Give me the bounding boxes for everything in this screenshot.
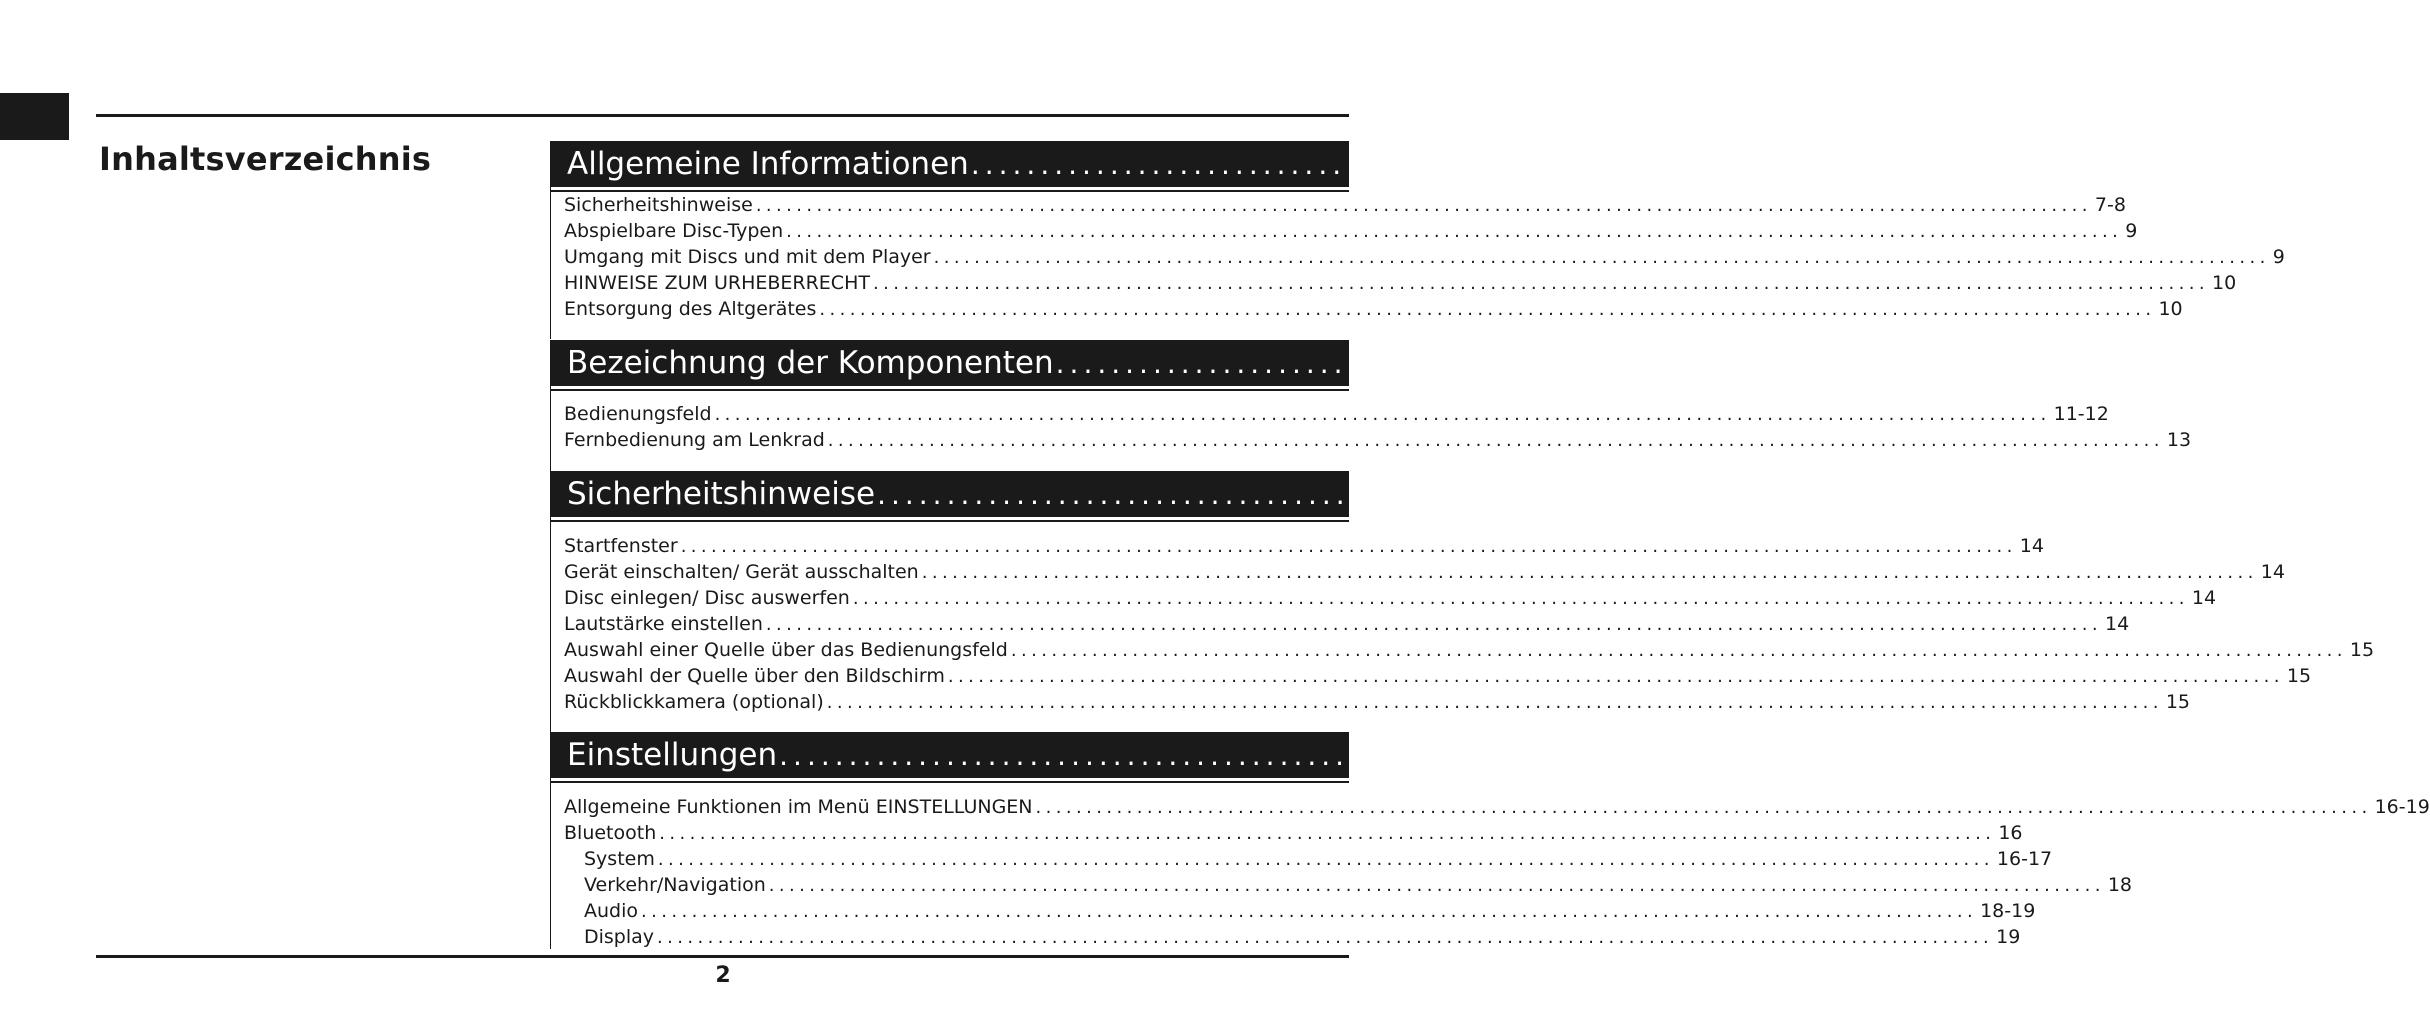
- section-pages: 16-19: [1907, 737, 1998, 773]
- dot-leader: ....................................................................................................................................: [786, 221, 2123, 242]
- dot-leader: ....................................................................................................................................: [933, 247, 2270, 268]
- dot-leader: ....................................................................................................................................: [657, 849, 1994, 870]
- dot-leader: .................................................................................: [779, 739, 1906, 772]
- section-entries: [564, 192, 2285, 322]
- chapter-tab-marker: [0, 93, 69, 140]
- section-pages: 11-13: [2183, 345, 2274, 381]
- toc-entry-quelle-bedienungsfeld[interactable]: Auswahl einer Quelle über das Bedienungsfeld .................................................................................................................................... 15: [564, 637, 1342, 663]
- dot-leader: ....................................................................................................................................: [1035, 797, 2372, 818]
- section-title: Einstellungen: [567, 737, 778, 773]
- section-divider-line: [550, 386, 551, 471]
- table-of-contents: [550, 141, 2430, 949]
- dot-leader: ....................................................................................................................................: [765, 614, 2102, 635]
- section-header-bezeichnung-der-komponenten[interactable]: [550, 340, 2274, 386]
- section-header-einstellungen[interactable]: [550, 732, 1998, 778]
- bottom-rule: [96, 955, 1349, 958]
- dot-leader: ....................................................................................................................................: [714, 404, 2051, 425]
- toc-entry-rueckblickkamera[interactable]: Rückblickkamera (optional) .................................................................................................................................... 15: [564, 689, 1342, 715]
- dot-leader: ....................................................................................................................................: [819, 299, 2156, 320]
- toc-entry-disc-einlegen[interactable]: Disc einlegen/ Disc auswerfen .................................................................................................................................... 14: [564, 585, 1342, 611]
- section-entries: [564, 533, 2375, 715]
- toc-entry-startfenster[interactable]: Startfenster .................................................................................................................................... 14: [564, 533, 1342, 559]
- dot-leader: .................................................................................: [1055, 347, 2182, 380]
- section-pages: 7-10: [2098, 146, 2170, 182]
- dot-leader: ....................................................................................................................................: [755, 195, 2092, 216]
- toc-entry-hinweise-urheberrecht[interactable]: HINWEISE ZUM URHEBERRECHT .................................................................................................................................... 10: [564, 270, 1342, 296]
- dot-leader: ....................................................................................................................................: [827, 430, 2164, 451]
- section-header-sicherheitshinweise[interactable]: [550, 471, 2096, 517]
- toc-entry-abspielbare-disc-typen[interactable]: Abspielbare Disc-Typen .................................................................................................................................... 9: [564, 218, 1342, 244]
- toc-entry-audio[interactable]: Audio .................................................................................................................................... 18-19: [564, 898, 1342, 924]
- dot-leader: ....................................................................................................................................: [872, 273, 2210, 294]
- dot-leader: .................................................................................: [970, 148, 2097, 181]
- section-divider-line: [550, 187, 551, 339]
- dot-leader: ....................................................................................................................................: [852, 588, 2189, 609]
- dot-leader: .................................................................................: [877, 478, 2003, 511]
- toc-entry-lautstaerke[interactable]: Lautstärke einstellen .................................................................................................................................... 14: [564, 611, 1342, 637]
- dot-leader: ....................................................................................................................................: [1010, 640, 2347, 661]
- section-title: Bezeichnung der Komponenten: [567, 345, 1054, 381]
- top-rule: [96, 114, 1349, 117]
- toc-entry-umgang-mit-discs[interactable]: Umgang mit Discs und mit dem Player .................................................................................................................................... 9: [564, 244, 1342, 270]
- toc-entry-bedienungsfeld[interactable]: Bedienungsfeld .................................................................................................................................... 11-12: [564, 401, 1342, 427]
- section-title: Allgemeine Informationen: [567, 146, 969, 182]
- section-header-allgemeine-informationen[interactable]: [550, 141, 2170, 187]
- toc-entry-display[interactable]: Display .................................................................................................................................... 19: [564, 924, 1342, 950]
- dot-leader: ....................................................................................................................................: [947, 666, 2284, 687]
- toc-entry-geraet-einschalten[interactable]: Gerät einschalten/ Gerät ausschalten .................................................................................................................................... 14: [564, 559, 1342, 585]
- section-pages: 14-15: [2005, 476, 2096, 512]
- section-divider-line: [550, 778, 551, 949]
- toc-entry-entsorgung[interactable]: Entsorgung des Altgerätes .................................................................................................................................... 10: [564, 296, 1342, 322]
- toc-entry-verkehr-navigation[interactable]: Verkehr/Navigation .................................................................................................................................... 18: [564, 872, 1342, 898]
- dot-leader: ....................................................................................................................................: [659, 823, 1996, 844]
- section-entries: [564, 794, 2430, 950]
- dot-leader: ....................................................................................................................................: [641, 901, 1978, 922]
- toc-entry-fernbedienung[interactable]: Fernbedienung am Lenkrad .................................................................................................................................... 13: [564, 427, 1342, 453]
- dot-leader: ....................................................................................................................................: [826, 692, 2163, 713]
- section-divider-line: [550, 517, 551, 732]
- dot-leader: ....................................................................................................................................: [680, 536, 2017, 557]
- dot-leader: ....................................................................................................................................: [657, 927, 1994, 948]
- toc-entry-system[interactable]: System .................................................................................................................................... 16-17: [564, 846, 1342, 872]
- dot-leader: ....................................................................................................................................: [921, 562, 2258, 583]
- toc-entry-quelle-bildschirm[interactable]: Auswahl der Quelle über den Bildschirm .................................................................................................................................... 15: [564, 663, 1342, 689]
- toc-entry-sicherheitshinweise[interactable]: Sicherheitshinweise .................................................................................................................................... 7-8: [564, 192, 1342, 218]
- page-title: Inhaltsverzeichnis: [99, 140, 432, 178]
- toc-entry-allgemeine-funktionen[interactable]: Allgemeine Funktionen im Menü EINSTELLUNGEN .................................................................................................................................... 16-19: [564, 794, 1342, 820]
- toc-entry-bluetooth[interactable]: Bluetooth .................................................................................................................................... 16: [564, 820, 1342, 846]
- section-title: Sicherheitshinweise: [567, 476, 876, 512]
- dot-leader: ....................................................................................................................................: [768, 875, 2105, 896]
- page-number: 2: [715, 963, 731, 988]
- section-entries: [564, 401, 2192, 453]
